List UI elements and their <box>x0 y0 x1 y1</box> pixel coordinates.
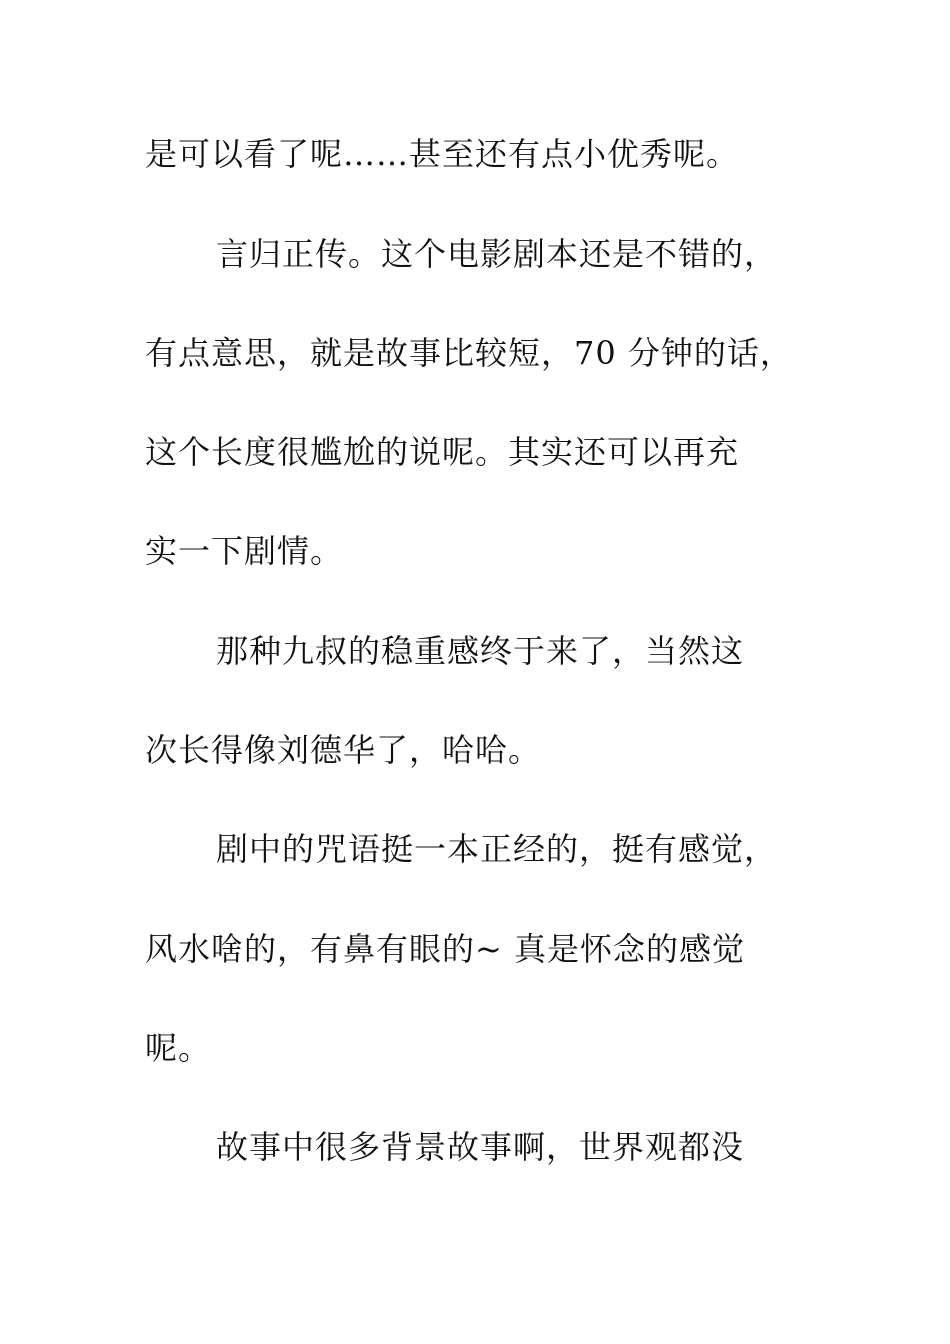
text-line: 这个长度很尴尬的说呢。其实还可以再充 <box>145 433 740 471</box>
text-line: 有点意思，就是故事比较短，70 分钟的话， <box>145 334 793 372</box>
text-line: 次长得像刘德华了，哈哈。 <box>145 731 542 769</box>
text-line: 风水啥的，有鼻有眼的~ 真是怀念的感觉 <box>145 930 745 968</box>
paragraph-first-line: 故事中很多背景故事啊，世界观都没 <box>216 1128 745 1166</box>
paragraph-first-line: 那种九叔的稳重感终于来了，当然这 <box>216 632 745 670</box>
paragraph-first-line: 言归正传。这个电影剧本还是不错的， <box>216 235 778 273</box>
paragraph-first-line: 剧中的咒语挺一本正经的，挺有感觉， <box>216 830 778 868</box>
text-line: 是可以看了呢……甚至还有点小优秀呢。 <box>145 135 740 173</box>
text-line: 实一下剧情。 <box>145 532 344 570</box>
text-line: 呢。 <box>145 1029 212 1067</box>
